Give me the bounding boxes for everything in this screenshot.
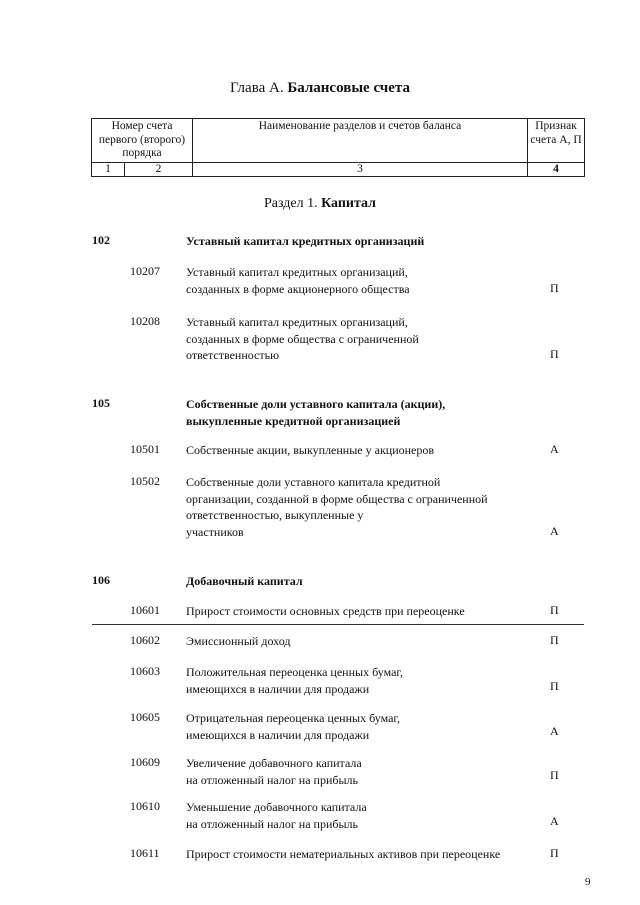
account-name: Уменьшение добавочного капитала на отложенный налог на прибыль [186, 800, 367, 831]
account-flag: А [550, 442, 559, 456]
account-number: 10605 [130, 710, 160, 724]
account-number: 10602 [130, 633, 160, 647]
page-number: 9 [585, 876, 591, 888]
account-name: Увеличение добавочного капитала на отложенный налог на прибыль [186, 756, 362, 787]
account-number: 10603 [130, 664, 160, 678]
section-name: Капитал [321, 196, 377, 211]
header-col-num-1: 1 [92, 162, 125, 177]
group-name: Добавочный капитал [186, 574, 303, 588]
account-flag: А [550, 724, 559, 738]
account-number: 10611 [130, 846, 160, 860]
account-flag: А [550, 814, 559, 828]
account-flag: П [550, 768, 559, 782]
chapter-prefix: Глава А. [230, 80, 284, 96]
header-col-num-2: 2 [125, 162, 193, 177]
chapter-name: Балансовые счета [287, 80, 410, 96]
account-flag: П [550, 347, 559, 361]
account-number: 10610 [130, 799, 160, 813]
header-account-number: Номер счета первого (второго) порядка [92, 119, 193, 163]
account-number: 10601 [130, 603, 160, 617]
row-divider [92, 624, 584, 625]
account-name: Уставный капитал кредитных организаций, созданных в форме общества с ограниченной ответственностью [186, 315, 419, 362]
account-flag: П [550, 846, 559, 860]
section-title [0, 196, 640, 212]
account-number: 10207 [130, 264, 160, 278]
group-name: Собственные доли уставного капитала (акции), выкупленные кредитной организацией [186, 397, 446, 428]
header-account-flag: Признак счета А, П [528, 119, 585, 163]
account-number: 10502 [130, 474, 160, 488]
group-code: 105 [92, 396, 110, 410]
account-name: Прирост стоимости основных средств при переоценке [186, 604, 465, 618]
account-flag: А [550, 524, 559, 538]
account-flag: П [550, 633, 559, 647]
group-code: 106 [92, 573, 110, 587]
account-name: Отрицательная переоценка ценных бумаг, имеющихся в наличии для продажи [186, 711, 400, 742]
account-name: Уставный капитал кредитных организаций, созданных в форме акционерного общества [186, 265, 410, 296]
account-name: Положительная переоценка ценных бумаг, имеющихся в наличии для продажи [186, 665, 403, 696]
header-col-num-3: 3 [193, 162, 528, 177]
header-col-num-4: 4 [528, 162, 585, 177]
account-name: Эмиссионный доход [186, 634, 291, 648]
account-flag: П [550, 603, 559, 617]
section-prefix: Раздел 1. [263, 196, 318, 211]
account-name: Собственные акции, выкупленные у акционеров [186, 443, 435, 457]
group-code: 102 [92, 233, 110, 247]
group-name: Уставный капитал кредитных организаций [186, 234, 425, 248]
account-flag: П [550, 679, 559, 693]
account-number: 10501 [130, 442, 160, 456]
account-flag: П [550, 281, 559, 295]
header-account-name: Наименование разделов и счетов баланса [193, 119, 528, 163]
account-name: Прирост стоимости нематериальных активов при переоценке [186, 847, 501, 861]
account-name: Собственные доли уставного капитала кредитной организации, созданной в форме общества с ограниченной ответственностью, выкупленные у участников [186, 475, 488, 539]
chapter-title [0, 80, 640, 97]
header-table [91, 118, 585, 177]
account-number: 10208 [130, 314, 160, 328]
account-number: 10609 [130, 755, 160, 769]
